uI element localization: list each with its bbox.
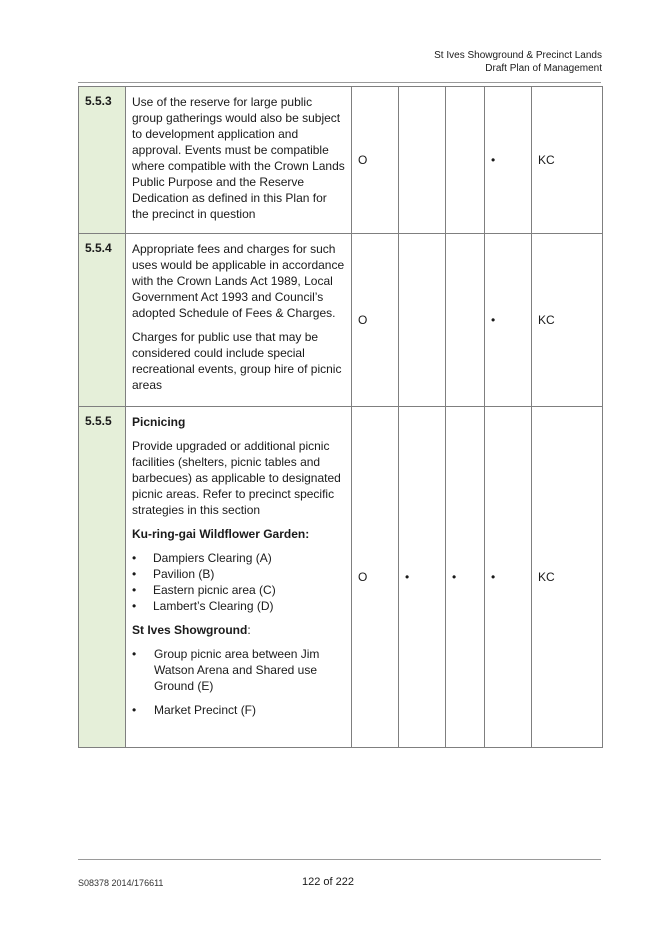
row-code: 5.5.4 — [79, 234, 126, 407]
description-paragraph: Charges for public use that may be considered could include special recreational events, group hire of picnic areas — [132, 330, 342, 392]
page-number: 122 of 222 — [302, 876, 354, 888]
header-subtitle: Draft Plan of Management — [485, 63, 602, 74]
section-heading: Picnicing — [132, 415, 186, 429]
cell-c3 — [446, 87, 485, 234]
list-item-label: Market Precinct (F) — [154, 703, 257, 717]
row-code: 5.5.5 — [79, 407, 126, 748]
cell-c3: • — [446, 407, 485, 748]
cell-c5: KC — [532, 87, 603, 234]
description-paragraph: Provide upgraded or additional picnic facilities (shelters, picnic tables and barbecues) as applicable to designated picnic areas. Refer to precinct specific strategies in this section — [132, 439, 341, 517]
cell-c1: O — [352, 234, 399, 407]
bullet-icon: • — [132, 647, 137, 661]
showground-heading: St Ives Showground — [132, 623, 248, 637]
list-item — [132, 566, 346, 582]
document-header — [434, 49, 602, 75]
list-item — [132, 646, 346, 694]
list-item — [132, 702, 346, 718]
bullet-icon: • — [132, 583, 137, 597]
cell-c1: O — [352, 407, 399, 748]
list-item-label: Eastern picnic area (C) — [153, 583, 276, 597]
header-divider — [78, 82, 601, 83]
cell-c2 — [399, 234, 446, 407]
garden-list — [132, 550, 346, 614]
footer-divider — [78, 859, 601, 860]
cell-c5: KC — [532, 407, 603, 748]
list-item — [132, 550, 346, 566]
header-title: St Ives Showground & Precinct Lands — [434, 50, 602, 61]
table-row — [79, 407, 603, 748]
row-description — [126, 234, 352, 407]
document-reference: S08378 2014/176611 — [78, 878, 164, 888]
showground-heading-line — [132, 622, 346, 638]
list-item-label: Dampiers Clearing (A) — [153, 551, 272, 565]
table-row — [79, 234, 603, 407]
showground-list — [132, 646, 346, 718]
row-description — [126, 407, 352, 748]
list-item-label: Group picnic area between Jim Watson Arena and Shared use Ground (E) — [154, 647, 320, 693]
table-row — [79, 87, 603, 234]
garden-heading: Ku-ring-gai Wildflower Garden: — [132, 527, 310, 541]
strategy-table — [78, 86, 603, 748]
bullet-icon: • — [132, 599, 137, 613]
description-paragraph: Appropriate fees and charges for such uses would be applicable in accordance with the Crown Lands Act 1989, Local Government Act 1993 and Council’s adopted Schedule of Fees & Charges. — [132, 242, 345, 320]
bullet-icon: • — [132, 551, 137, 565]
description-paragraph: Use of the reserve for large public group gatherings would also be subject to development application and approval. Events must be compatible where compatible with the Crown Lands Public Purpose and the Reserve Dedication as defined in this Plan for the precinct in question — [132, 95, 345, 221]
bullet-icon: • — [132, 703, 137, 717]
cell-c2 — [399, 87, 446, 234]
cell-c2: • — [399, 407, 446, 748]
list-item — [132, 582, 346, 598]
row-code: 5.5.3 — [79, 87, 126, 234]
bullet-icon: • — [132, 567, 137, 581]
list-item-label: Lambert’s Clearing (D) — [153, 599, 274, 613]
cell-c5: KC — [532, 234, 603, 407]
cell-c3 — [446, 234, 485, 407]
row-description — [126, 87, 352, 234]
cell-c4: • — [485, 407, 532, 748]
list-item-label: Pavilion (B) — [153, 567, 215, 581]
cell-c4: • — [485, 87, 532, 234]
list-item — [132, 598, 346, 614]
cell-c1: O — [352, 87, 399, 234]
heading-colon: : — [247, 623, 251, 637]
cell-c4: • — [485, 234, 532, 407]
